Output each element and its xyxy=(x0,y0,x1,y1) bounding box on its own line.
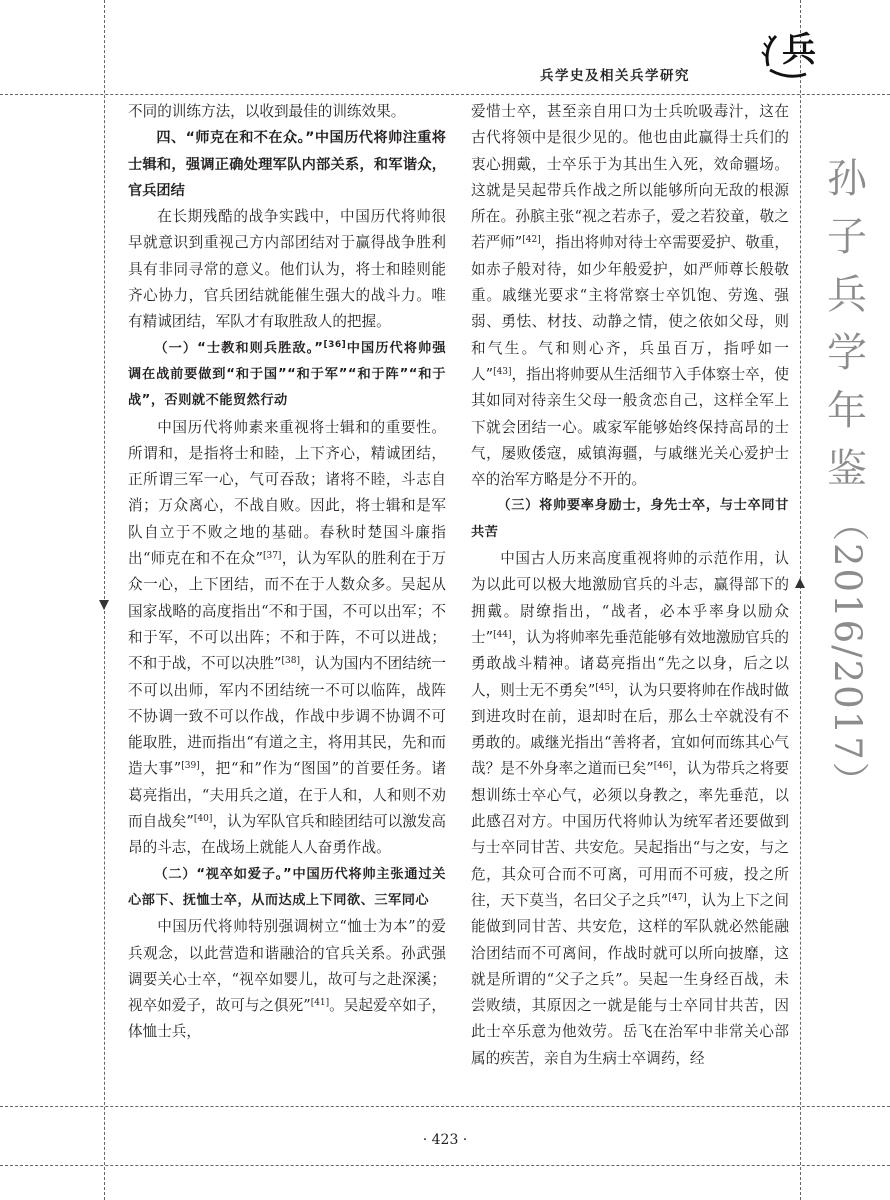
left-text-column xyxy=(128,99,446,1046)
paragraph: 爱惜士卒，甚至亲自用口为士兵吮吸毒汁，这在古代将领中是很少见的。他也由此赢得士兵们的衷心拥戴，士卒乐于为其出生入死，效命疆场。这就是吴起带兵作战之所以能够所向无敌的根源所在。孙膑主张“视之若赤子，爱之若狡童，敬之若严师”[42]，指出将帅对待士卒需要爱护、敬重，如赤子般对待，如少年般爱护，如严师尊长般敬重。戚继光要求“主将常察士卒饥饱、劳逸、强弱、勇怯、材技、动静之情，使之依如父母，则和气生。气和则心齐，兵虽百万，指呼如一人”[43]，指出将帅要从生活细节入手体察士卒，使其如同对待亲生父母一般贪恋自己，这样全军上下就会团结一心。戚家军能够始终保持高昂的士气，屡败倭寇，威镇海疆，与戚继光关心爱护士卒的治军方略是分不开的。 xyxy=(471,103,789,489)
citation-ref: [44] xyxy=(493,629,512,640)
citation-ref: [38] xyxy=(281,656,300,667)
citation-ref: [47] xyxy=(668,892,687,903)
footer-rule-upper xyxy=(0,1106,890,1107)
right-margin-guide xyxy=(800,0,801,1200)
paragraph: 中国历代将帅特别强调树立“恤士为本”的爱兵观念，以此营造和谐融洽的官兵关系。孙武强调要关心士卒，“视卒如婴儿，故可与之赴深溪；视卒如爱子，故可与之俱死”[41]。吴起爱卒如子，体恤士兵， xyxy=(128,918,446,1041)
fold-marker-down-icon xyxy=(99,600,109,610)
citation-ref: [39] xyxy=(181,761,200,772)
citation-ref: [42] xyxy=(522,235,541,246)
citation-ref: [46] xyxy=(653,761,673,772)
citation-ref: [43] xyxy=(493,366,512,377)
section-heading: 四、“师克在和不在众。”中国历代将帅注重将士辑和，强调正确处理军队内部关系，和军谐众，官兵团结 xyxy=(128,130,446,199)
yearbook-logo-icon xyxy=(760,26,830,82)
side-title-char: 孙 xyxy=(827,156,867,202)
citation-ref: [45] xyxy=(595,682,614,693)
side-title-char: 兵 xyxy=(827,272,867,318)
logo-character: 兵 xyxy=(782,30,816,70)
subsection-heading: （二）“视卒如爱子。”中国历代将帅主张通过关心部下、抚恤士卒，从而达成上下同欲、三军同心 xyxy=(128,866,446,908)
citation-ref: [40] xyxy=(193,814,213,825)
citation-ref: [41] xyxy=(310,998,330,1009)
side-title-char: 年 xyxy=(827,388,867,434)
yearbook-side-title xyxy=(822,150,872,801)
paragraph: 中国古人历来高度重视将帅的示范作用，认为以此可以极大地激励官兵的斗志，赢得部下的拥戴。尉缭指出，“战者，必本乎率身以励众士”[44]，认为将帅率先垂范能够有效地激励官兵的勇敢战斗精神。诸葛亮指出“先之以身，后之以人，则士无不勇矣”[45]，认为只要将帅在作战时做到进攻时在前，退却时在后，那么士卒就没有不勇敢的。戚继光指出“善将者，宜如何而练其心气哉？是不外身率之道而已矣”[46]，认为带兵之将要想训练士卒心气，必须以身教之，率先垂范，以此感召对方。中国历代将帅认为统军者还要做到与士卒同甘苦、共安危。吴起指出“与之安，与之危，其众可合而不可离，可用而不可疲，投之所往，天下莫当，名曰父子之兵”[47]，认为上下之间能做到同甘苦、共安危，这样的军队就必然能融洽团结而不可离间，作战时就可以所向披靡，这就是所谓的“父子之兵”。吴起一生身经百战，未尝败绩，其原因之一就是能与士卒同甘共苦，因此士卒乐意为他效劳。岳飞在治军中非常关心部属的疾苦，亲自为生病士卒调药，经 xyxy=(471,550,789,1067)
citation-ref: [36] xyxy=(323,339,347,350)
page-number: · 423 · xyxy=(422,1132,468,1148)
side-title-year: （2016/2017） xyxy=(826,504,869,801)
footer-rule-lower xyxy=(0,1165,890,1166)
side-title-char: 学 xyxy=(827,330,867,376)
header-rule xyxy=(0,94,890,95)
paragraph: 中国历代将帅素来重视将士辑和的重要性。所谓和，是指将士和睦，上下齐心，精诚团结，正所谓三军一心，气可吞敌；诸将不睦，斗志自消；万众离心，不战自败。因此，将士辑和是军队自立于不败之地的基础。春秋时楚国斗廉指出“师克在和不在众”[37]，认为军队的胜利在于万众一心，上下团结，而不在于人数众多。吴起从国家战略的高度指出“不和于国，不可以出军；不和于军，不可以出阵；不和于阵，不可以进战；不和于战，不可以决胜”[38]，认为国内不团结统一不可以出师，军内不团结统一不可以临阵，战阵不协调一致不可以作战，作战中步调不协调不可能取胜，进而指出“有道之主，将用其民，先和而造大事”[39]，把“和”作为“图国”的首要任务。诸葛亮指出，“夫用兵之道，在于人和，人和则不劝而自战矣”[40]，认为军队官兵和睦团结可以激发高昂的斗志，在战场上就能人人奋勇作战。 xyxy=(128,418,446,857)
fold-marker-up-icon xyxy=(795,578,805,588)
paragraph: 在长期残酷的战争实践中，中国历代将帅很早就意识到重视己方内部团结对于赢得战争胜利具有非同寻常的意义。他们认为，将士和睦则能齐心协力，官兵团结就能催生强大的战斗力。唯有精诚团结，军队才有取胜敌人的把握。 xyxy=(128,208,446,331)
right-text-column xyxy=(471,99,789,1072)
side-title-char: 子 xyxy=(827,214,867,260)
subsection-heading: （一）“士教和则兵胜敌。”[36]中国历代将帅强调在战前要做到“和于国”“和于军”“和于阵”“和于战”，否则就不能贸然行动 xyxy=(128,339,447,409)
running-header: 兵学史及相关兵学研究 xyxy=(540,68,690,84)
side-title-char: 鉴 xyxy=(827,446,867,492)
citation-ref: [37] xyxy=(262,551,282,562)
subsection-heading: （三）将帅要率身励士，身先士卒，与士卒同甘共苦 xyxy=(471,498,789,540)
paragraph: 不同的训练方法，以收到最佳的训练效果。 xyxy=(128,103,406,120)
